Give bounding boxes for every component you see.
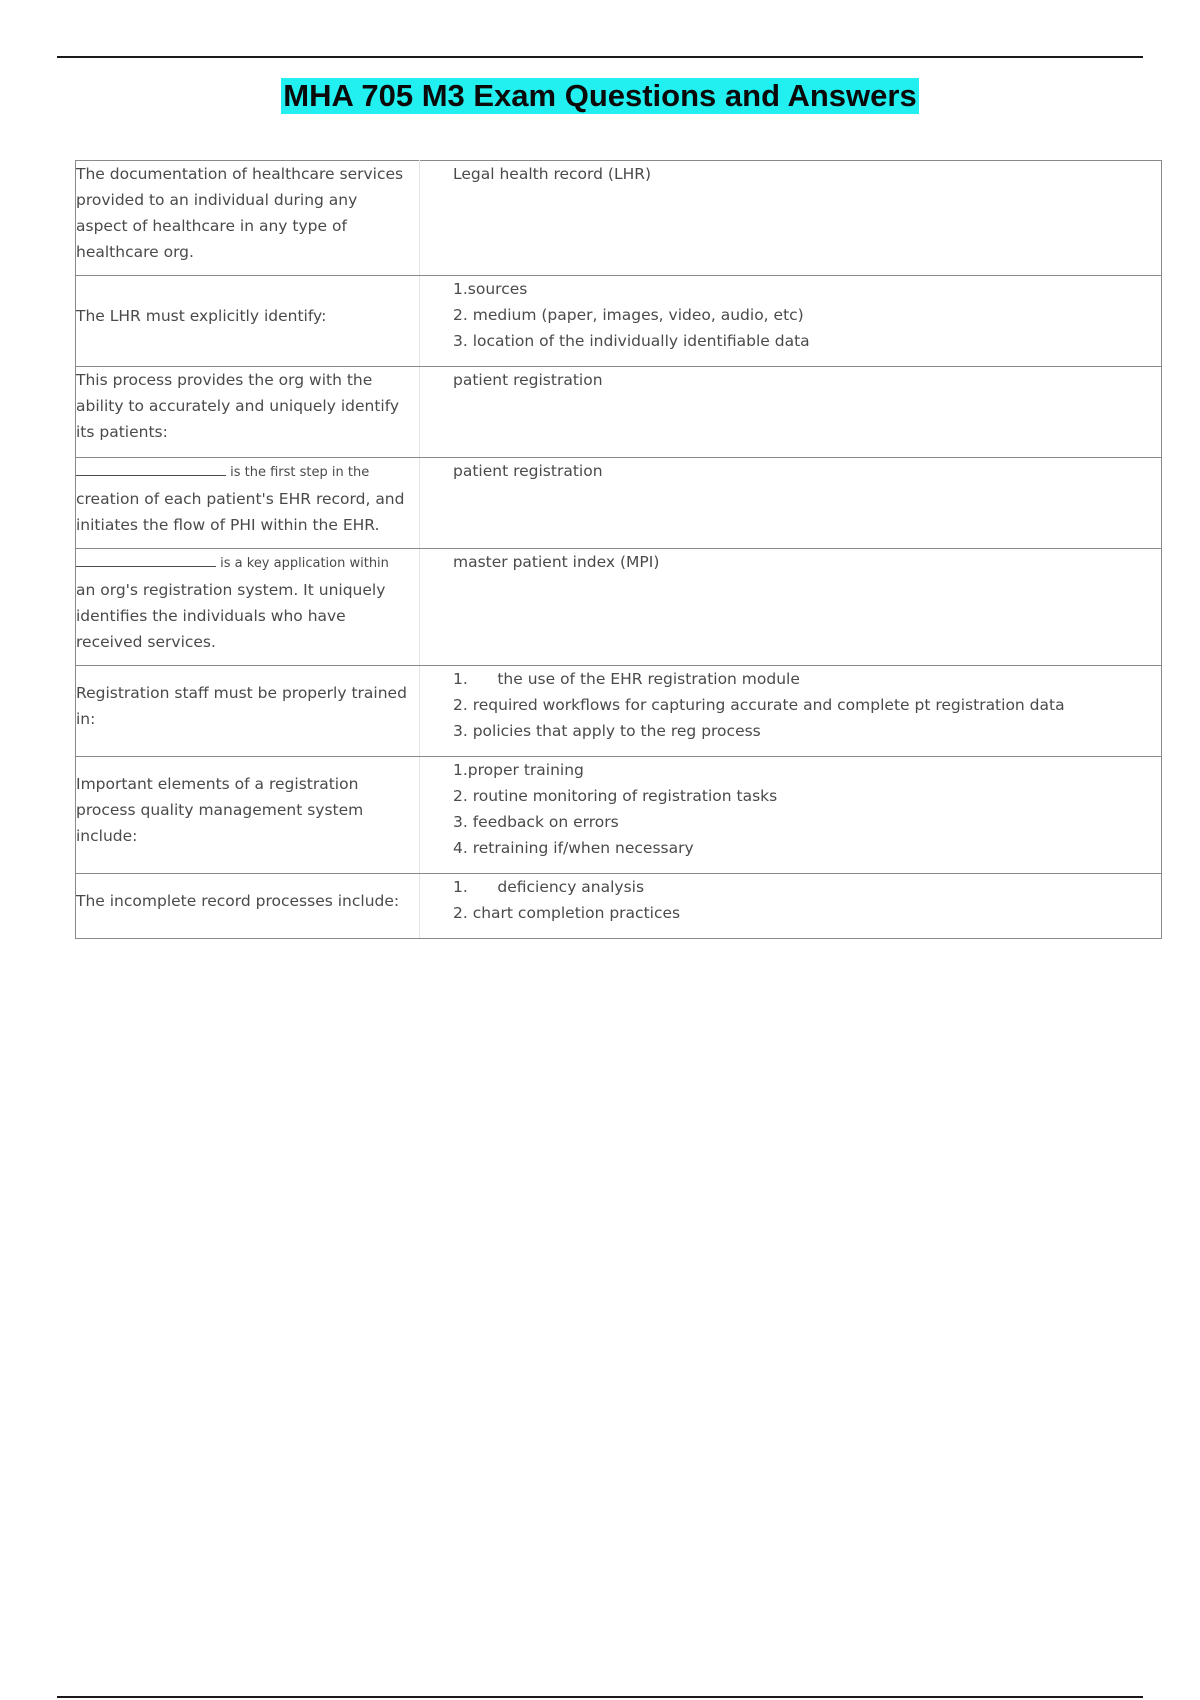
question-text: creation of each patient's EHR record, and initiates the flow of PHI within the EHR. <box>76 490 405 534</box>
answer-line: master patient index (MPI) <box>453 553 660 571</box>
answer-cell <box>420 874 1162 939</box>
question-cell <box>76 276 420 367</box>
question-text: The documentation of healthcare services provided to an individual during any aspect of healthcare in any type of healthcare org. <box>76 165 404 261</box>
table-row <box>76 367 1162 458</box>
question-text: an org's registration system. It uniquely identifies the individuals who have received services. <box>76 581 386 651</box>
answer-cell <box>420 161 1162 276</box>
answer-line: patient registration <box>453 462 603 480</box>
answer-line: 2. medium (paper, images, video, audio, etc) <box>453 306 804 324</box>
answer-cell <box>420 666 1162 757</box>
answer-line: 2. routine monitoring of registration tasks <box>453 787 778 805</box>
answer-line: Legal health record (LHR) <box>453 165 652 183</box>
question-cell <box>76 458 420 549</box>
answer-line: 3. policies that apply to the reg process <box>453 722 761 740</box>
answer-cell <box>420 458 1162 549</box>
answer-line: 4. retraining if/when necessary <box>453 839 694 857</box>
answer-cell <box>420 757 1162 874</box>
question-cell <box>76 549 420 666</box>
header-rule <box>57 56 1143 58</box>
question-text-suffix: is the first step in the <box>226 465 370 480</box>
table-row <box>76 549 1162 666</box>
footer-rule <box>57 1696 1143 1698</box>
table-row <box>76 874 1162 939</box>
answer-line: 1.proper training <box>453 761 584 779</box>
answer-line: 1. the use of the EHR registration module <box>453 670 800 688</box>
qa-table <box>75 160 1162 939</box>
fill-in-blank <box>76 461 226 476</box>
question-text: Registration staff must be properly trained in: <box>76 684 407 728</box>
table-row <box>76 757 1162 874</box>
answer-line: 2. chart completion practices <box>453 904 681 922</box>
question-text: Important elements of a registration process quality management system include: <box>76 775 364 845</box>
question-cell <box>76 367 420 458</box>
question-text: The incomplete record processes include: <box>76 892 400 910</box>
table-row <box>76 666 1162 757</box>
answer-line: 1.sources <box>453 280 528 298</box>
document-title: MHA 705 M3 Exam Questions and Answers <box>283 78 917 113</box>
answer-line: 2. required workflows for capturing accurate and complete pt registration data <box>453 696 1065 714</box>
question-cell <box>76 874 420 939</box>
table-row <box>76 458 1162 549</box>
question-cell <box>76 666 420 757</box>
answer-line: 3. feedback on errors <box>453 813 619 831</box>
table-row <box>76 161 1162 276</box>
table-row <box>76 276 1162 367</box>
answer-line: 3. location of the individually identifiable data <box>453 332 810 350</box>
question-text-suffix: is a key application within <box>216 556 389 571</box>
answer-line: patient registration <box>453 371 603 389</box>
question-text: The LHR must explicitly identify: <box>76 307 327 325</box>
question-cell <box>76 757 420 874</box>
answer-cell <box>420 367 1162 458</box>
fill-in-blank <box>76 552 216 567</box>
title-container <box>0 78 1200 114</box>
answer-cell <box>420 276 1162 367</box>
question-cell <box>76 161 420 276</box>
answer-line: 1. deficiency analysis <box>453 878 645 896</box>
question-text: This process provides the org with the ability to accurately and uniquely identify its patients: <box>76 371 400 441</box>
answer-cell <box>420 549 1162 666</box>
